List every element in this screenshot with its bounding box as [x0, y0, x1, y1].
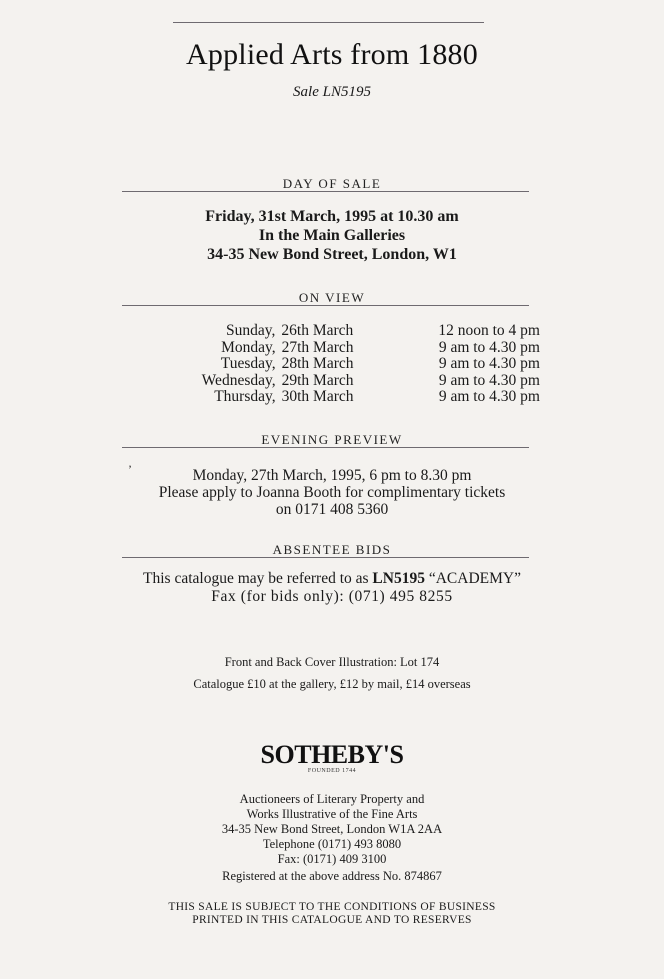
on-view-row: Monday, 27th March 9 am to 4.30 pm [120, 340, 540, 357]
day-of-sale-line: 34-35 New Bond Street, London, W1 [207, 246, 457, 263]
on-view-day: Monday, [221, 338, 276, 356]
evening-preview-block [0, 467, 664, 518]
on-view-time: 9 am to 4.30 pm [438, 355, 540, 372]
day-of-sale-block [0, 207, 664, 264]
address-block [0, 792, 664, 867]
conditions-line: PRINTED IN THIS CATALOGUE AND TO RESERVES [192, 914, 472, 926]
evening-preview-heading: EVENING PREVIEW [261, 432, 403, 447]
on-view-day: Thursday, [214, 388, 276, 405]
day-of-sale-line: Friday, 31st March, 1995 at 10.30 am [205, 208, 459, 225]
on-view-day: Wednesday, [201, 371, 276, 389]
day-of-sale-heading: DAY OF SALE [282, 176, 382, 191]
on-view-row: Wednesday, 29th March 9 am to 4.30 pm [120, 373, 540, 390]
on-view-heading: ON VIEW [298, 290, 366, 305]
on-view-time: 9 am to 4.30 pm [438, 388, 540, 405]
top-rule [173, 22, 484, 23]
address-line: Fax: (0171) 409 3100 [277, 852, 387, 866]
conditions-block [0, 901, 664, 927]
on-view-time: 9 am to 4.30 pm [438, 371, 540, 389]
on-view-table [120, 323, 540, 406]
conditions-line: THIS SALE IS SUBJECT TO THE CONDITIONS OF BUSINESS [168, 901, 496, 913]
evening-preview-line: on 0171 408 5360 [275, 501, 389, 518]
evening-preview-line: Monday, 27th March, 1995, 6 pm to 8.30 pm [192, 467, 472, 484]
absentee-reference-line [0, 570, 664, 588]
day-of-sale-rule [122, 191, 529, 192]
sale-number: Sale LN5195 [293, 84, 371, 100]
registered-address: Registered at the above address No. 874867 [222, 869, 442, 883]
on-view-day: Sunday, [226, 322, 276, 339]
evening-preview-rule [122, 447, 529, 448]
absentee-fax-line: Fax (for bids only): (071) 495 8255 [211, 588, 453, 605]
absentee-reference-suffix: “ACADEMY” [424, 570, 521, 587]
address-line: 34-35 New Bond Street, London W1A 2AA [221, 822, 443, 836]
catalogue-price-note: Catalogue £10 at the gallery, £12 by mail, £14 overseas [193, 677, 471, 691]
on-view-time: 12 noon to 4 pm [438, 322, 540, 339]
absentee-reference-prefix: This catalogue may be referred to as [143, 570, 373, 587]
address-line: Telephone (0171) 493 8080 [262, 837, 402, 851]
absentee-bids-heading: ABSENTEE BIDS [272, 542, 392, 557]
address-line: Auctioneers of Literary Property and [239, 792, 425, 806]
on-view-row: Thursday, 30th March 9 am to 4.30 pm [120, 389, 540, 406]
address-line: Works Illustrative of the Fine Arts [246, 807, 418, 821]
day-of-sale-line: In the Main Galleries [258, 227, 406, 244]
evening-preview-line: Please apply to Joanna Booth for complimentary tickets [158, 484, 506, 501]
sothebys-founded: FOUNDED 1744 [307, 768, 357, 774]
on-view-row: Tuesday, 28th March 9 am to 4.30 pm [120, 356, 540, 373]
absentee-bids-block [0, 570, 664, 606]
cover-illustration-note: Front and Back Cover Illustration: Lot 174 [224, 655, 440, 669]
on-view-day: Tuesday, [220, 355, 276, 372]
absentee-bids-rule [122, 557, 529, 558]
tick-mark: ’ [128, 462, 132, 476]
on-view-rule [122, 305, 529, 306]
page-title: Applied Arts from 1880 [186, 38, 478, 71]
sothebys-logo: SOTHEBY'S [260, 740, 404, 769]
absentee-reference-code: LN5195 [372, 570, 425, 587]
on-view-row: Sunday, 26th March 12 noon to 4 pm [120, 323, 540, 340]
on-view-time: 9 am to 4.30 pm [438, 338, 540, 356]
